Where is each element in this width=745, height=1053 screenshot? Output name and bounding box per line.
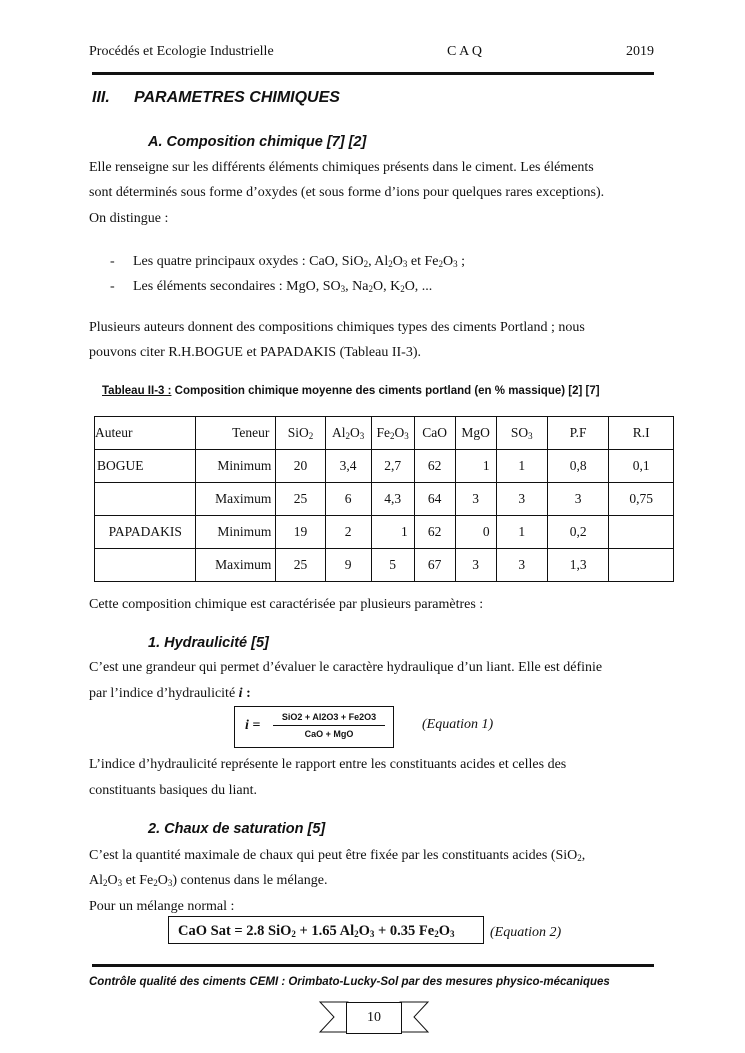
th-mgo: MgO (455, 417, 496, 450)
subsection-a-heading: A. Composition chimique [7] [2] (148, 134, 367, 150)
th-pf: P.F (547, 417, 608, 450)
para6-line3: Pour un mélange normal : (89, 899, 235, 914)
table-caption-text: Composition chimique moyenne des ciments portland (en % massique) [2] [7] (171, 385, 600, 397)
equation-2-label: (Equation 2) (490, 925, 562, 940)
th-auteur: Auteur (95, 417, 196, 450)
table-header-row (95, 417, 674, 450)
equation-2-box: CaO Sat = 2.8 SiO$_2$ + 1.65 $Al_2O_3 + 0.35$ $Fe_2O_3$ (168, 916, 484, 944)
th-sio2: SiO$_2$ (276, 417, 325, 450)
table-caption-label: Tableau II-3 : (102, 385, 172, 397)
equation-1-lhs: i = (245, 718, 261, 733)
section-title: PARAMETRES CHIMIQUES (134, 89, 340, 106)
table-caption (102, 385, 600, 397)
para1-line3: On distingue : (89, 211, 169, 226)
header-center: C A Q (447, 44, 483, 59)
fraction-bar (273, 725, 385, 726)
para1-line2: sont déterminés sous forme d’oxydes (et sous forme d’ions pour quelques rares exceptions). (89, 185, 605, 200)
subsection-hydraulicite-heading: 1. Hydraulicité [5] (148, 635, 269, 651)
th-teneur: Teneur (196, 417, 276, 450)
header-rule (92, 72, 654, 75)
para6-line1: C’est la quantité maximale de chaux qui peut être fixée par les constituants acides (SiO$_2$, (89, 848, 586, 863)
ornament-left (320, 1002, 348, 1032)
th-so3: $SO_3$ (496, 417, 547, 450)
para2-line1: Plusieurs auteurs donnent des compositions chimiques types des ciments Portland ; nous (89, 320, 585, 335)
para4-line2: par l’indice d’hydraulicité i : (89, 686, 251, 701)
para3: Cette composition chimique est caractérisée par plusieurs paramètres : (89, 597, 484, 612)
para2-line2: pouvons citer R.H.BOGUE et PAPADAKIS (Tableau II-3). (89, 345, 422, 360)
bullet-secondary-elements: - Les éléments secondaires : MgO, $SO_3$, $Na_2O$, $K_2O$, ... (110, 279, 433, 294)
table-row: BOGUE Minimum 20 3,4 2,7 62 1 1 0,8 0,1 (95, 450, 674, 483)
para5-line2: constituants basiques du liant. (89, 783, 257, 798)
composition-table (94, 416, 674, 582)
header-right: 2019 (626, 44, 654, 59)
table-row: Maximum 25 9 5 67 3 3 1,3 (95, 549, 674, 582)
table-row: PAPADAKIS Minimum 19 2 1 62 0 1 0,2 (95, 516, 674, 549)
section-heading (92, 89, 340, 107)
subsection-chaux-heading: 2. Chaux de saturation [5] (148, 821, 326, 837)
header-left: Procédés et Ecologie Industrielle (89, 44, 274, 59)
th-cao: CaO (414, 417, 455, 450)
th-al2o3: $Al_2O_3$ (325, 417, 371, 450)
ornament-right (400, 1002, 428, 1032)
equation-1-numerator: SiO2 + Al2O3 + Fe2O3 (281, 712, 377, 722)
equation-1-label: (Equation 1) (422, 717, 494, 732)
para6-line2: $Al_2O_3$ et $Fe_2O_3$) contenus dans le mélange. (89, 873, 328, 888)
equation-1-denominator: CaO + MgO (304, 729, 354, 739)
th-fe2o3: $Fe_2O_3$ (371, 417, 414, 450)
bullet-main-oxides: - Les quatre principaux oxydes : CaO, SiO$_2$, $Al_2O_3$ et $Fe_2O_3$ ; (110, 254, 466, 269)
footer-text: Contrôle qualité des ciments CEMI : Orimbato-Lucky-Sol par des mesures physico-mécaniques (89, 976, 610, 988)
para5-line1: L’indice d’hydraulicité représente le rapport entre les constituants acides et celles des (89, 757, 567, 772)
page-number: 10 (346, 1002, 402, 1034)
th-ri: R.I (609, 417, 674, 450)
footer-rule (92, 964, 654, 967)
equation-1-box (234, 706, 394, 748)
table-row: Maximum 25 6 4,3 64 3 3 3 0,75 (95, 483, 674, 516)
equation-1-fraction (273, 712, 385, 739)
section-number: III. (92, 89, 110, 106)
para4-line1: C’est une grandeur qui permet d’évaluer le caractère hydraulique d’un liant. Elle est définie (89, 660, 603, 675)
para1-line1: Elle renseigne sur les différents éléments chimiques présents dans le ciment. Les éléments (89, 160, 594, 175)
